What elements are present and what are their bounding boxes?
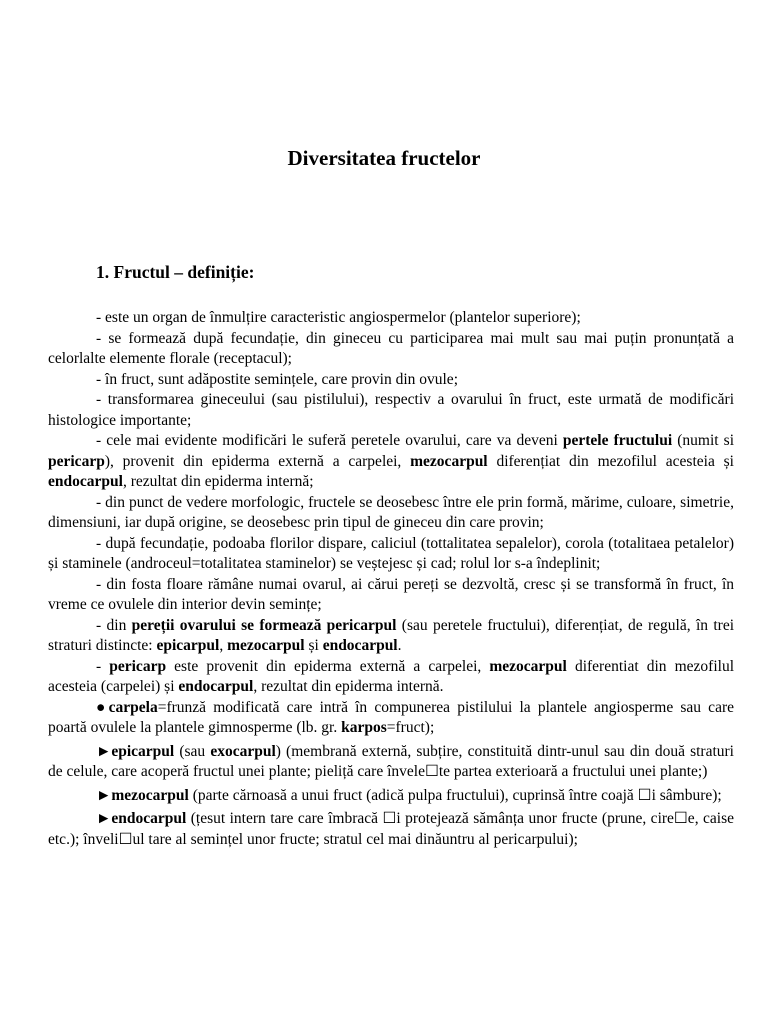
document-title: Diversitatea fructelor [287,146,481,170]
text-run: (numit si [672,432,735,449]
paragraph [48,657,734,698]
text-run: ), provenit din epiderma externă a carpelei, [104,452,411,470]
arrow-bullet-icon: ► [96,810,112,827]
text-run: - din [96,616,132,634]
bold-term: mezocarpul [410,452,488,470]
section-heading: 1. Fructul – definiție: [96,262,255,282]
paragraph [48,616,734,657]
bullet-icon: ● [96,698,109,716]
bold-term: mezocarpul [489,657,567,675]
bold-term: karpos [341,719,387,736]
text-run: =frunză modificată care intră în compunerea pistilului la plantele angiosperme sau care poartă ovulele la plantele gimnosperme (lb. gr. [48,698,734,736]
bold-term: endocarpul [111,810,187,827]
paragraph: - după fecundație, podoaba florilor dispare, caliciul (tottalitatea sepalelor), corola (totalitaea petalelor) și staminele (androceul=totalitatea staminelor) se veștejesc și cad; rolul lor s-a îndeplinit; [48,534,734,572]
text-run: și [304,637,323,654]
bold-term: epicarpul [111,742,175,760]
paragraph: - în fruct, sunt adăpostite semințele, care provin din ovule; [96,370,458,388]
bold-term: endocarpul [48,473,123,490]
bold-term: pericarp [109,657,167,675]
bold-term: pertele fructului [562,432,673,449]
text-run: , rezultat din epiderma internă. [253,678,444,695]
bold-term: carpela [108,698,158,716]
paragraph [48,742,734,783]
bold-term: mezocarpul [227,637,305,654]
bold-term: epicarpul [156,637,220,654]
text-run: diferențiat din mezofilul acesteia și [487,452,734,470]
text-run: ) (membrană externă, subțire, constituită dintr-unul sau din două straturi de celule, care acoperă fructul unei plante; pieliță care învele☐te partea exterioară a fructului unei plante;) [48,742,734,780]
paragraph: - din punct de vedere morfologic, fructele se deosebesc între ele prin formă, mărime, culoare, simetrie, dimensiuni, iar după origine, se deosebesc prin tipul de gineceu din care provin; [48,493,734,531]
text-run: . [397,637,402,654]
paragraph [48,698,734,739]
text-run: este provenit din epiderma externă a carpelei, [166,657,490,675]
paragraph [48,431,734,493]
arrow-bullet-icon: ► [96,742,112,760]
text-run: (sau peretele fructului), diferențiat, de regulă, în trei straturi distincte: [48,616,735,654]
text-run: , [219,637,228,654]
text-run: diferentiat din mezofilul acesteia (carpelei) și [48,657,734,695]
text-run: , rezultat din epiderma internă; [122,473,314,490]
text-run: - cele mai evidente modificări le suferă peretele ovarului, care va deveni [96,432,563,449]
bold-term: pericarp [48,452,105,470]
paragraph: - din fosta floare rămâne numai ovarul, ai cărui pereți se dezvoltă, cresc și se transformă în fruct, în vreme ce ovulele din interior devin semințe; [48,575,734,613]
text-run: (parte cărnoasă a unui fruct (adică pulpa fructului), cuprinsă între coajă ☐i sâmbure); [188,786,722,804]
text-run: - [96,657,110,675]
paragraph: - se formează după fecundație, din gineceu cu participarea mai mult sau mai puțin pronunțată a celorlalte elemente florale (receptacul); [48,329,734,367]
bold-term: exocarpul [210,742,276,760]
text-run: (țesut intern tare care îmbracă ☐i protejează sămânța unor fructe (prune, cire☐e, caise etc.); înveli☐ul tare al semințel unor fructe; stratul cel mai dinăuntru al pericarpului); [48,810,734,848]
bold-term: mezocarpul [111,786,189,804]
text-run: =fruct); [386,719,435,736]
bold-term: endocarpul [322,637,398,654]
arrow-bullet-icon: ► [96,786,112,804]
paragraph: - este un organ de înmulțire caracteristic angiospermelor (plantelor superiore); [96,309,581,326]
text-run: (sau [174,742,211,760]
paragraph [48,786,734,807]
bold-term: endocarpul [178,678,254,695]
document-body [48,308,734,850]
paragraph: - transformarea gineceului (sau pistilului), respectiv a ovarului în fruct, este urmată de modificări histologice importante; [48,391,734,429]
paragraph [48,809,734,850]
bold-term: pereții ovarului se formează pericarpul [131,616,397,634]
